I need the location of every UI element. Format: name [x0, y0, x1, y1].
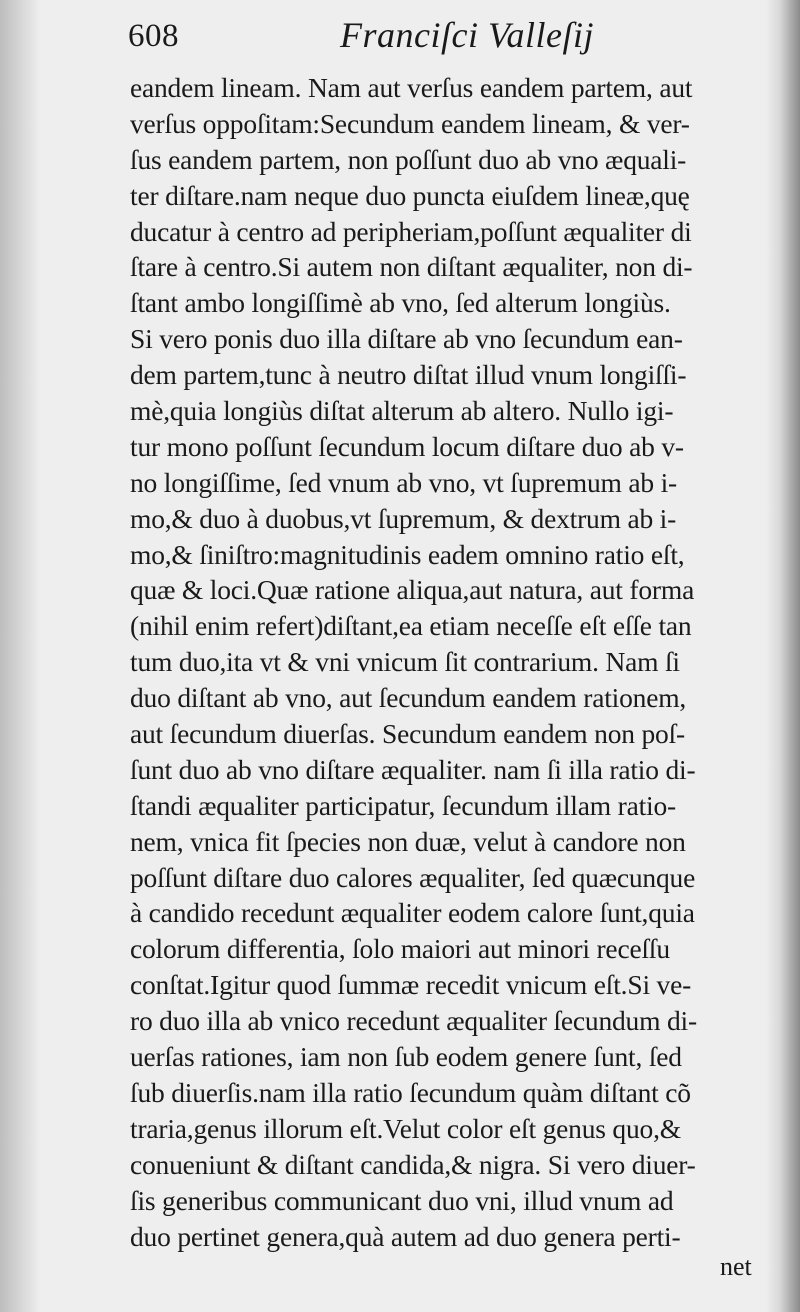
text-line: ſtandi æqualiter participatur, ſecundum illam ratio-: [130, 789, 676, 821]
text-line: (nihil enim refert)diſtant,ea etiam neceſſe eſt eſſe tan: [130, 610, 692, 642]
text-line: ſunt duo ab vno diſtare æqualiter. nam ſi illa ratio di-: [130, 753, 696, 785]
text-line: quæ & loci.Quæ ratione aliqua,aut natura, aut forma: [130, 574, 695, 606]
text-line: ſtare à centro.Si autem non diſtant æqualiter, non di-: [130, 251, 693, 283]
text-line: dem partem,tunc à neutro diſtat illud vnum longiſſi-: [130, 359, 687, 391]
text-line: no longiſſime, ſed vnum ab vno, vt ſupremum ab i-: [130, 466, 677, 498]
catchword: net: [720, 1252, 752, 1281]
text-line: mo,& duo à duobus,vt ſupremum, & dextrum ab i-: [130, 502, 677, 534]
page-header: [128, 14, 748, 66]
text-line: à candido recedunt æqualiter eodem calore ſunt,quia: [130, 897, 695, 929]
text-line: eandem lineam. Nam aut verſus eandem partem, aut: [130, 72, 693, 103]
text-line: Si vero ponis duo illa diſtare ab vno ſecundum ean-: [130, 323, 683, 355]
text-line: nem, vnica fit ſpecies non duæ, velut à candore non: [130, 825, 686, 857]
text-line: conueniunt & diſtant candida,& nigra. Si vero diuer-: [130, 1148, 696, 1180]
text-line: conſtat.Igitur quod ſummæ recedit vnicum eſt.Si ve-: [130, 969, 692, 1001]
text-line: tur mono poſſunt ſecundum locum diſtare duo ab v-: [130, 430, 684, 462]
text-line: mè,quia longiùs diſtat alterum ab altero. Nullo igi-: [130, 395, 674, 427]
text-line: verſus oppoſitam:Secundum eandem lineam, & ver-: [130, 107, 690, 139]
running-head: Franciſci Valleſij: [340, 15, 594, 55]
text-line: uerſas rationes, iam non ſub eodem genere ſunt, ſed: [130, 1041, 682, 1073]
text-line: traria,genus illorum eſt.Velut color eſt genus quo,&: [130, 1112, 681, 1144]
page-edge-shadow: [766, 0, 800, 1312]
text-line: aut ſecundum diuerſas. Secundum eandem non poſ-: [130, 718, 685, 750]
text-line: ſus eandem partem, non poſſunt duo ab vno æquali-: [130, 143, 687, 175]
text-line: poſſunt diſtare duo calores æqualiter, ſed quæcunque: [130, 861, 696, 893]
text-line: ſub diuerſis.nam illa ratio ſecundum quàm diſtant cõ: [130, 1076, 691, 1108]
text-line: duo diſtant ab vno, aut ſecundum eandem rationem,: [130, 682, 687, 714]
text-line: tum duo,ita vt & vni vnicum ſit contrarium. Nam ſi: [130, 646, 680, 678]
text-line: ſtant ambo longiſſimè ab vno, ſed alterum longiùs.: [130, 287, 671, 319]
body-text: [130, 70, 770, 1254]
text-line: ducatur à centro ad peripheriam,poſſunt æqualiter di: [130, 215, 692, 247]
text-line: colorum differentia, ſolo maiori aut minori receſſu: [130, 933, 670, 965]
page-gutter-shadow: [0, 0, 40, 1312]
text-line: duo pertinet genera,quà autem ad duo genera perti-: [130, 1220, 681, 1252]
text-line: ter diſtare.nam neque duo puncta eiuſdem lineæ,quę: [130, 179, 690, 211]
text-line: ſis generibus communicant duo vni, illud vnum ad: [130, 1184, 674, 1216]
text-line: ro duo illa ab vnico recedunt æqualiter ſecundum di-: [130, 1005, 697, 1037]
page-number: 608: [128, 18, 179, 54]
text-line: mo,& ſiniſtro:magnitudinis eadem omnino ratio eſt,: [130, 538, 685, 570]
